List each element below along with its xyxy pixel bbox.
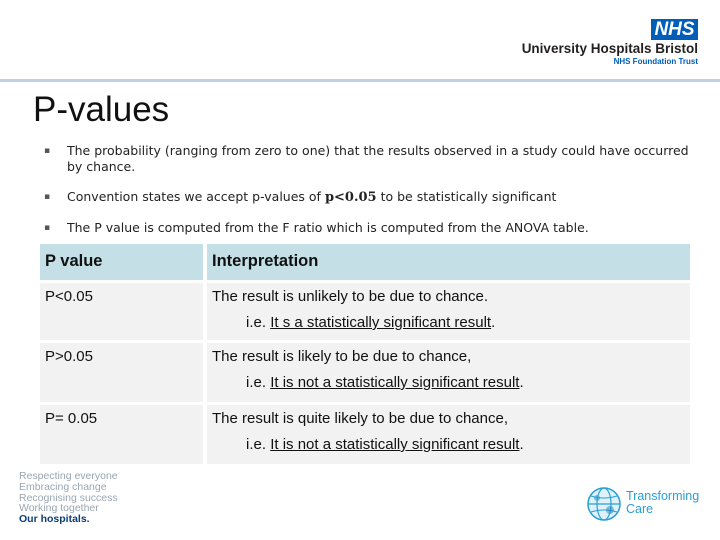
p-value-cell: P= 0.05	[40, 402, 207, 464]
transforming-care-logo	[626, 490, 699, 516]
interpretation-cell	[207, 402, 690, 464]
org-subtitle: NHS Foundation Trust	[613, 57, 698, 66]
significance-note	[212, 314, 685, 331]
ie-prefix: i.e.	[246, 374, 271, 391]
interpretation-text: The result is likely to be due to chance,	[212, 348, 472, 365]
header-divider	[0, 79, 720, 82]
table-row	[40, 402, 690, 464]
period: .	[491, 314, 496, 331]
significance-text: It s a statistically significant result	[270, 314, 492, 331]
bullet-text: The probability (ranging from zero to one) that the results observed in a study could have occurred by chance.	[67, 143, 689, 174]
transforming-care-globe-icon	[586, 486, 622, 522]
table-header-row	[40, 244, 690, 280]
significance-text: It is not a statistically significant result	[270, 436, 520, 453]
bullet-icon: ▪	[44, 192, 51, 202]
interpretation-text: The result is quite likely to be due to chance,	[212, 410, 509, 427]
bullet-list	[44, 143, 694, 236]
period: .	[519, 436, 524, 453]
significance-note	[212, 436, 685, 453]
bullet-icon: ▪	[44, 146, 51, 156]
bullet-icon: ▪	[44, 223, 51, 233]
period: .	[519, 374, 524, 391]
table-row	[40, 340, 690, 402]
interpretation-text: The result is unlikely to be due to chance.	[212, 288, 488, 305]
bullet-text: to be statistically significant	[376, 189, 557, 204]
table-row	[40, 280, 690, 340]
tc-line-2: Care	[626, 502, 654, 516]
interpretation-cell	[207, 280, 690, 340]
tc-line-1: Transforming	[626, 489, 700, 503]
value-line: Embracing change	[19, 480, 107, 493]
org-name: University Hospitals Bristol	[521, 41, 698, 56]
p-value-table	[40, 244, 690, 464]
nhs-logo: NHS	[651, 19, 698, 40]
column-header: Interpretation	[207, 244, 690, 280]
bullet-item	[44, 143, 694, 175]
page-title: P-values	[33, 90, 170, 129]
column-header: P value	[40, 244, 207, 280]
p-value-cell: P>0.05	[40, 340, 207, 402]
value-line: Working together	[19, 502, 99, 515]
p-value-cell: P<0.05	[40, 280, 207, 340]
interpretation-cell	[207, 340, 690, 402]
ie-prefix: i.e.	[246, 436, 271, 453]
bullet-emphasis: p<0.05	[324, 190, 377, 205]
trust-values	[19, 471, 118, 525]
significance-note	[212, 374, 685, 391]
ie-prefix: i.e.	[246, 314, 271, 331]
value-line: Recognising success	[19, 491, 118, 504]
bullet-item	[44, 220, 694, 236]
value-line: Respecting everyone	[19, 470, 118, 482]
bullet-item	[44, 189, 694, 206]
significance-text: It is not a statistically significant result	[270, 374, 520, 391]
bullet-text: The P value is computed from the F ratio which is computed from the ANOVA table.	[67, 220, 589, 235]
bullet-text: Convention states we accept p-values of	[67, 189, 325, 204]
value-line: Our hospitals.	[19, 513, 90, 526]
